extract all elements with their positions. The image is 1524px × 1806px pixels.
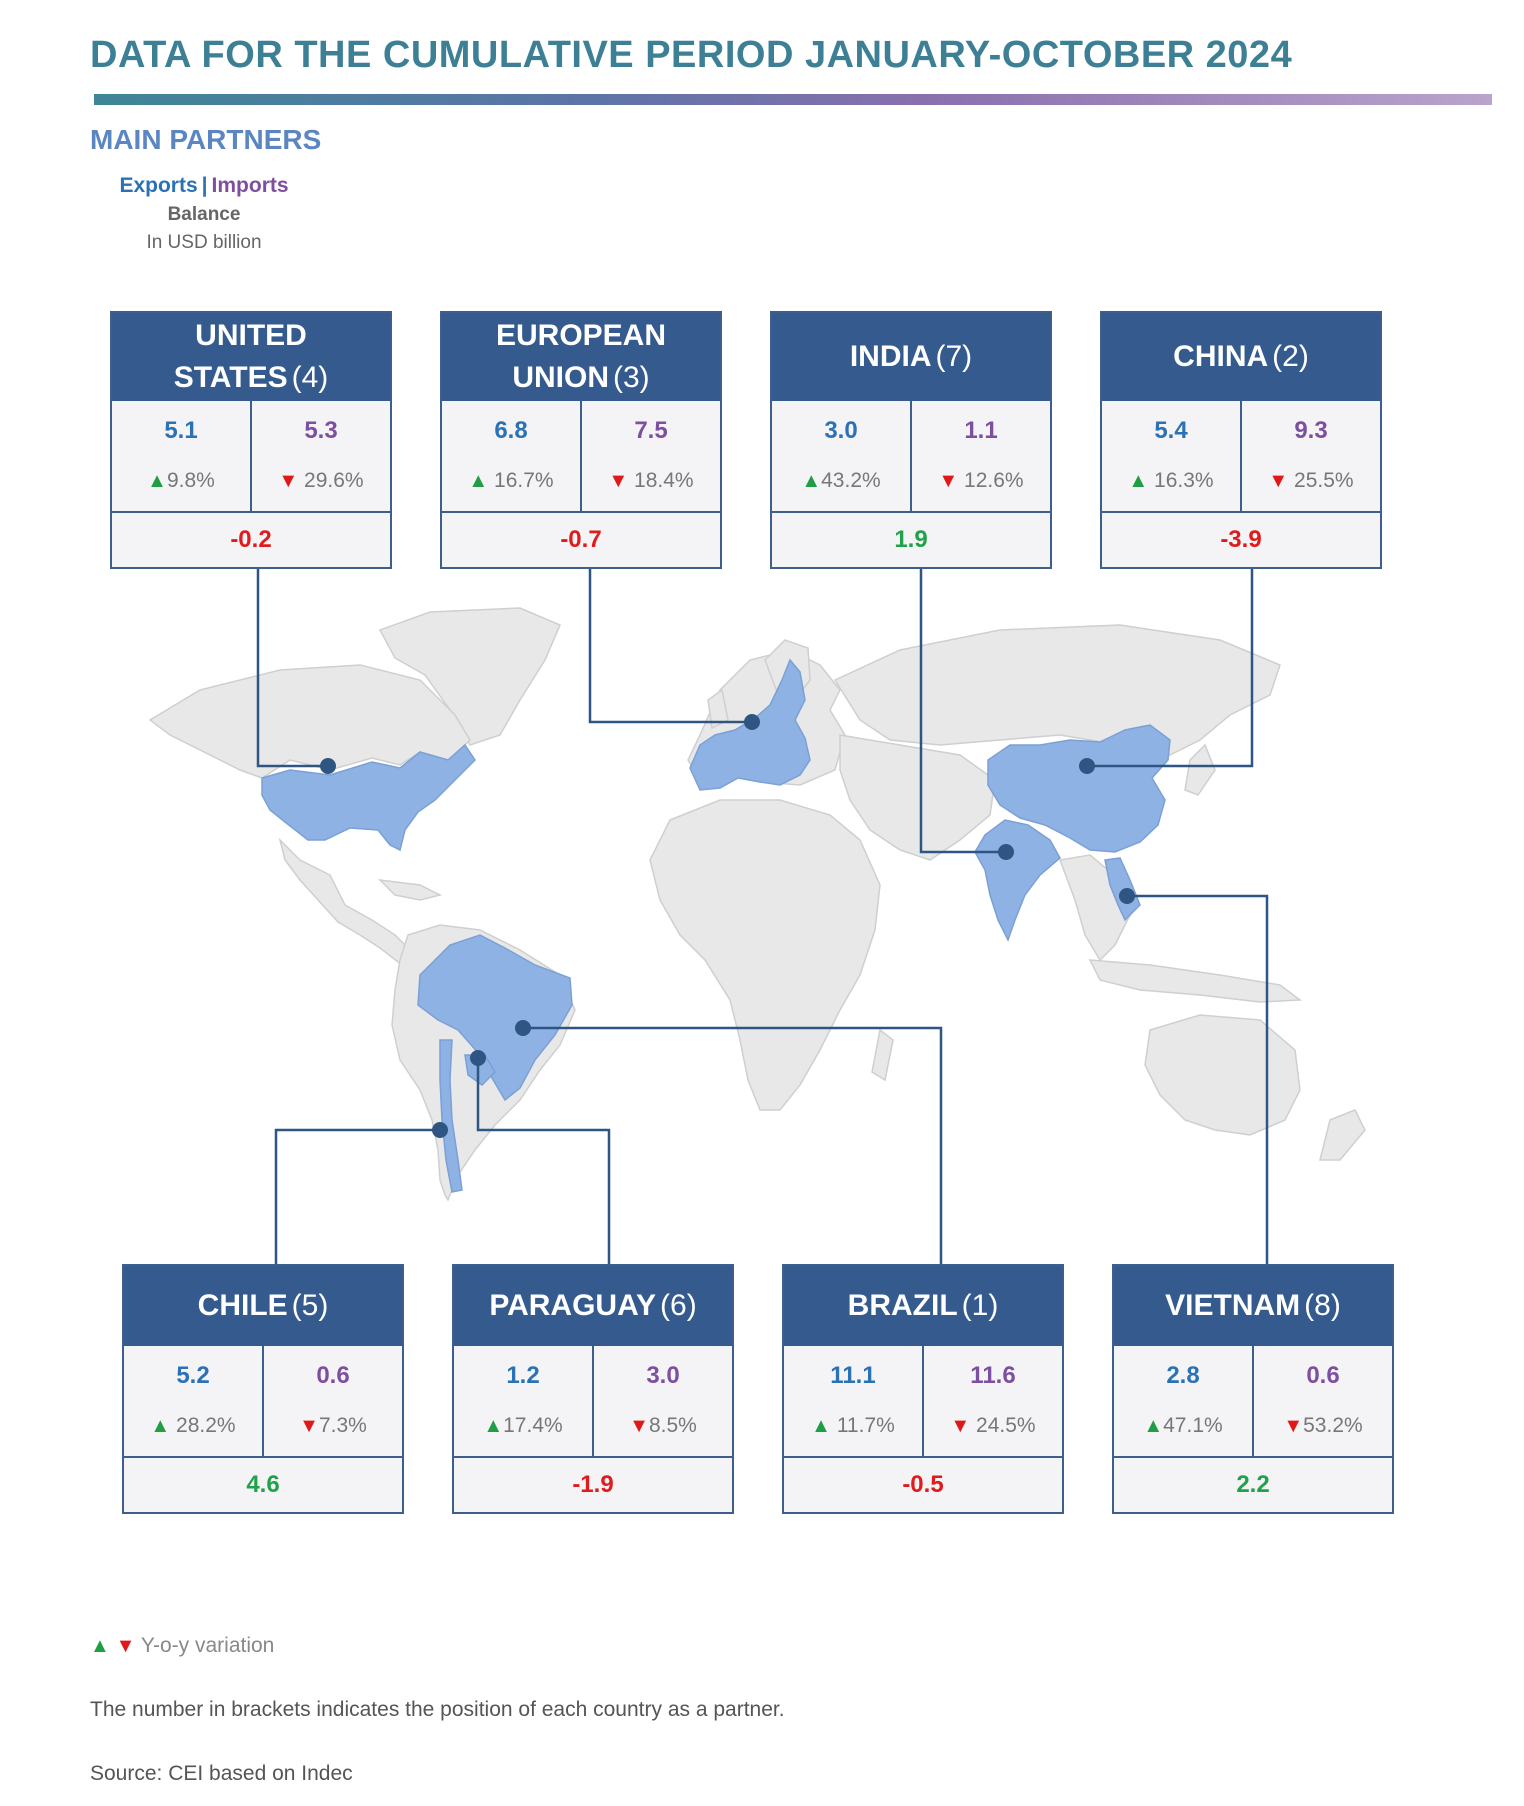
card-header: [772, 313, 1050, 401]
up-arrow-icon: ▲: [150, 1415, 171, 1437]
legend-balance: Balance: [167, 204, 241, 225]
variation-legend: [90, 1634, 274, 1658]
up-arrow-icon: ▲: [801, 470, 822, 492]
down-arrow-icon: ▼: [1268, 470, 1289, 492]
dot-china: [1079, 758, 1095, 774]
partner-card-paraguay: [452, 1264, 734, 1514]
madagascar: [872, 1030, 893, 1080]
down-arrow-icon: ▼: [278, 470, 299, 492]
partner-name: UNITED STATES: [173, 319, 307, 394]
exports-value: 1.2: [506, 1362, 540, 1389]
source-note: Source: CEI based on Indec: [90, 1762, 353, 1785]
partner-position: (6): [660, 1289, 697, 1322]
down-arrow-icon: ▼: [115, 1635, 136, 1657]
exports-value: 5.2: [176, 1362, 210, 1389]
imports-variation: 25.5%: [1294, 469, 1354, 492]
exports-value: 11.1: [830, 1362, 876, 1389]
exports-value: 5.4: [1154, 417, 1188, 444]
partner-position: (5): [291, 1289, 329, 1322]
down-arrow-icon: ▼: [608, 470, 629, 492]
balance-value: -0.7: [560, 526, 602, 553]
dot-india: [998, 844, 1014, 860]
card-header: [1102, 313, 1380, 401]
exports-variation: 16.7%: [494, 469, 554, 492]
page-title: DATA FOR THE CUMULATIVE PERIOD JANUARY-OCTOBER 2024: [90, 34, 1293, 76]
balance-value: 2.2: [1236, 1471, 1270, 1498]
russia-north-asia: [835, 625, 1280, 755]
caribbean: [380, 880, 440, 900]
map-india: [975, 820, 1060, 940]
up-arrow-icon: ▲: [90, 1635, 110, 1657]
imports-value: 11.6: [970, 1362, 1016, 1389]
partner-position: (8): [1304, 1289, 1341, 1322]
exports-variation: 28.2%: [176, 1414, 236, 1437]
imports-variation: 18.4%: [634, 469, 694, 492]
imports-value: 0.6: [316, 1362, 350, 1389]
card-header: [112, 313, 390, 401]
partner-card-vietnam: [1112, 1264, 1394, 1514]
dot-brazil: [515, 1020, 531, 1036]
variation-legend-label: Y-o-y variation: [140, 1634, 275, 1657]
imports-value: 1.1: [964, 417, 998, 444]
balance-value: -1.9: [572, 1471, 614, 1498]
legend-exports: Exports: [119, 174, 198, 197]
legend-separator: |: [201, 174, 208, 197]
imports-variation: 8.5%: [648, 1414, 697, 1437]
partner-name: INDIA: [849, 340, 932, 373]
exports-variation: 16.3%: [1154, 469, 1214, 492]
australia: [1145, 1015, 1300, 1135]
up-arrow-icon: ▲: [483, 1415, 504, 1437]
imports-variation: 7.3%: [318, 1414, 367, 1437]
africa: [650, 800, 880, 1110]
card-header: [124, 1266, 402, 1346]
balance-value: -0.2: [230, 526, 272, 553]
exports-variation: 11.7%: [836, 1414, 895, 1437]
down-arrow-icon: ▼: [299, 1415, 319, 1437]
up-arrow-icon: ▲: [811, 1415, 831, 1437]
exports-value: 2.8: [1166, 1362, 1200, 1389]
partner-name: VIETNAM: [1165, 1289, 1301, 1322]
down-arrow-icon: ▼: [950, 1415, 971, 1437]
partner-position: (2): [1272, 340, 1309, 373]
mexico-central-america: [280, 840, 420, 965]
dot-vietnam: [1119, 888, 1135, 904]
imports-variation: 12.6%: [964, 469, 1024, 492]
imports-variation: 24.5%: [976, 1414, 1036, 1437]
partner-position: (7): [935, 340, 973, 373]
down-arrow-icon: ▼: [1283, 1415, 1304, 1437]
imports-value: 5.3: [304, 417, 338, 444]
section-subtitle: MAIN PARTNERS: [90, 124, 322, 155]
up-arrow-icon: ▲: [1128, 470, 1149, 492]
card-header: [454, 1266, 732, 1346]
dot-european-union: [744, 714, 760, 730]
partner-card-chile: [122, 1264, 404, 1514]
middle-east-central-asia: [840, 735, 995, 860]
up-arrow-icon: ▲: [147, 470, 167, 492]
partner-name: EUROPEAN UNION: [495, 319, 667, 394]
imports-variation: 53.2%: [1303, 1414, 1363, 1437]
imports-value: 0.6: [1306, 1362, 1340, 1389]
imports-value: 3.0: [646, 1362, 680, 1389]
balance-value: -3.9: [1220, 526, 1262, 553]
partner-name: CHILE: [197, 1289, 288, 1322]
balance-value: 4.6: [246, 1471, 280, 1498]
dot-paraguay: [470, 1050, 486, 1066]
balance-value: -0.5: [902, 1471, 944, 1498]
balance-value: 1.9: [894, 526, 928, 553]
legend-imports: Imports: [211, 174, 289, 197]
exports-value: 5.1: [164, 417, 198, 444]
partner-name: PARAGUAY: [489, 1289, 657, 1322]
up-arrow-icon: ▲: [468, 470, 489, 492]
indonesia-islands: [1090, 960, 1300, 1002]
up-arrow-icon: ▲: [1143, 1415, 1164, 1437]
partner-name: CHINA: [1173, 340, 1269, 373]
dot-united-states: [320, 758, 336, 774]
imports-value: 9.3: [1294, 417, 1328, 444]
exports-variation: 43.2%: [821, 469, 881, 492]
down-arrow-icon: ▼: [629, 1415, 649, 1437]
partner-card-india: [770, 311, 1052, 569]
legend-unit: In USD billion: [146, 232, 262, 253]
partner-card-united-states: [110, 311, 392, 569]
partner-card-european-union: [440, 311, 722, 569]
card-header: [1114, 1266, 1392, 1346]
base-land: [150, 608, 1365, 1200]
partner-card-china: [1100, 311, 1382, 569]
exports-variation: 9.8%: [166, 469, 215, 492]
exports-value: 6.8: [494, 417, 528, 444]
imports-variation: 29.6%: [304, 469, 364, 492]
new-zealand: [1320, 1110, 1365, 1160]
japan: [1185, 745, 1215, 795]
partner-name: BRAZIL: [847, 1289, 958, 1322]
imports-value: 7.5: [634, 417, 668, 444]
down-arrow-icon: ▼: [938, 470, 959, 492]
exports-variation: 17.4%: [503, 1414, 563, 1437]
partner-position: (3): [613, 361, 650, 394]
card-header: [784, 1266, 1062, 1346]
card-header: [442, 313, 720, 401]
position-note: The number in brackets indicates the position of each country as a partner.: [90, 1698, 785, 1721]
partner-card-brazil: [782, 1264, 1064, 1514]
partner-position: (4): [291, 361, 329, 394]
connector-chile: [276, 1130, 440, 1278]
exports-value: 3.0: [824, 417, 858, 444]
dot-chile: [432, 1122, 448, 1138]
partner-position: (1): [961, 1289, 999, 1322]
exports-variation: 47.1%: [1163, 1414, 1223, 1437]
